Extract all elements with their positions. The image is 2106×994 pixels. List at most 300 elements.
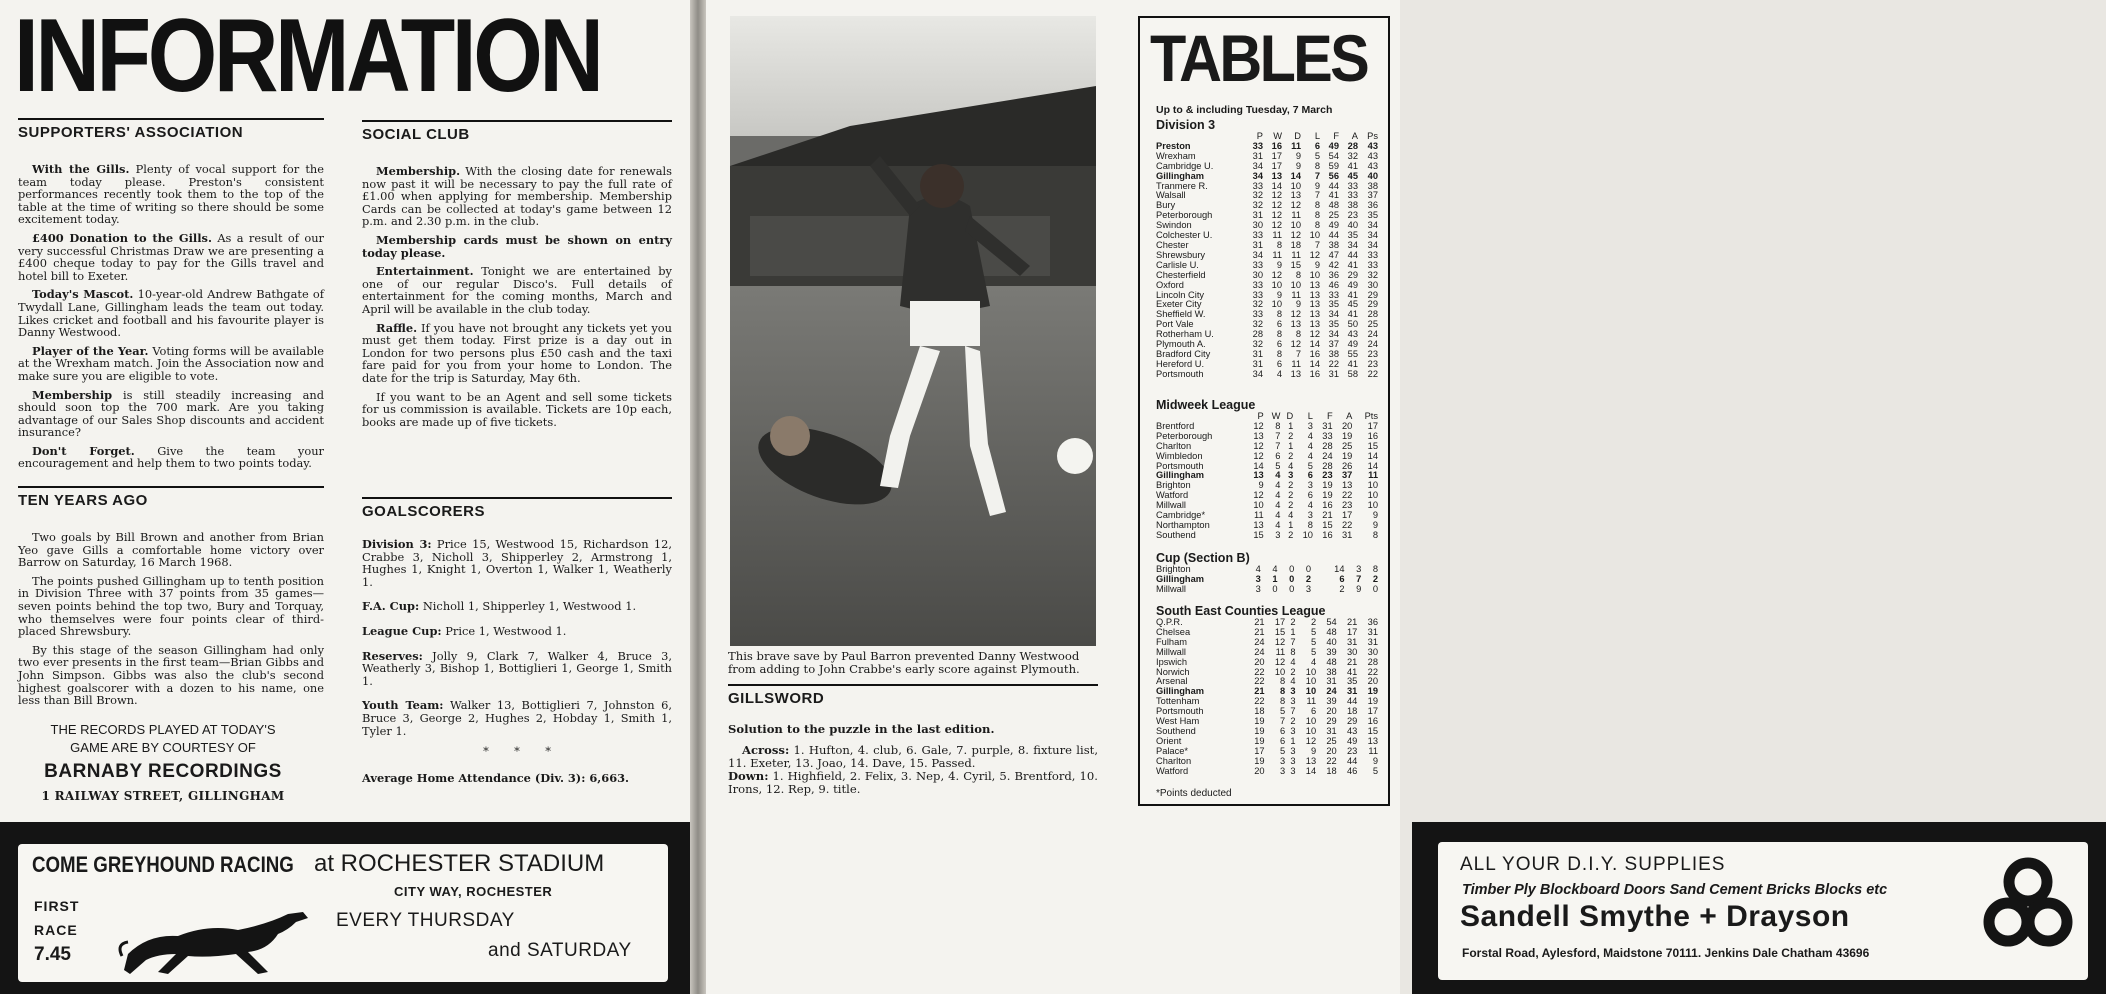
stat-cell: 32 bbox=[1252, 299, 1263, 310]
stat-cell: 49 bbox=[1347, 735, 1358, 746]
stat-cell: 48 bbox=[1326, 626, 1337, 637]
stat-cell: 4 bbox=[1290, 656, 1296, 667]
stat-cell: 1 bbox=[1290, 735, 1296, 746]
table-row bbox=[1156, 531, 1378, 541]
stat-cell: 6 bbox=[1314, 140, 1320, 151]
stat-cell: 7 bbox=[1356, 573, 1362, 584]
stat-cell: 49 bbox=[1328, 140, 1339, 151]
stat-cell: 1 bbox=[1288, 420, 1294, 431]
stat-cell: 4 bbox=[1275, 500, 1281, 511]
stat-cell: 13 bbox=[1290, 368, 1301, 379]
gillsword-heading: GILLSWORD bbox=[728, 684, 1098, 707]
stat-cell: 11 bbox=[1368, 470, 1378, 481]
greyhound-icon bbox=[118, 894, 318, 980]
stat-cell: 16 bbox=[1309, 348, 1320, 359]
stat-cell: 4 bbox=[1272, 564, 1278, 574]
stat-cell: 22 bbox=[1326, 755, 1337, 766]
social-cards-notice: Membership cards must be shown on entry today please. bbox=[362, 232, 672, 260]
table-row bbox=[1156, 231, 1378, 241]
stat-cell: 48 bbox=[1326, 656, 1337, 667]
ten-years-body bbox=[18, 531, 324, 707]
stat-cell: 25 bbox=[1326, 735, 1337, 746]
team-name: Chelsea bbox=[1156, 626, 1191, 637]
sandell-logo-icon bbox=[1986, 856, 2070, 966]
stat-cell: 0 bbox=[1289, 583, 1295, 594]
team-name: Northampton bbox=[1156, 519, 1210, 530]
stat-cell: 34 bbox=[1328, 329, 1339, 340]
stat-cell: 15 bbox=[1367, 725, 1378, 736]
stat-cell: 43 bbox=[1347, 725, 1358, 736]
stat-cell: 4 bbox=[1276, 368, 1282, 379]
stat-cell: 14 bbox=[1290, 170, 1301, 181]
stat-cell: 49 bbox=[1347, 279, 1358, 290]
stat-cell: 43 bbox=[1367, 160, 1378, 171]
stat-cell: 2 bbox=[1290, 716, 1296, 727]
stat-cell: 14 bbox=[1309, 358, 1320, 369]
team-name: Portsmouth bbox=[1156, 368, 1204, 379]
team-name: Portsmouth bbox=[1156, 706, 1204, 717]
stat-cell: 9 bbox=[1276, 289, 1282, 300]
stat-cell: 2 bbox=[1290, 617, 1296, 627]
team-name: Southend bbox=[1156, 529, 1196, 540]
stat-cell: 13 bbox=[1290, 190, 1301, 201]
stat-cell: 8 bbox=[1314, 200, 1320, 211]
goalscorers-column bbox=[362, 497, 672, 790]
team-name: Peterborough bbox=[1156, 210, 1213, 221]
stat-cell: 16 bbox=[1271, 140, 1282, 151]
stat-cell: 6 bbox=[1276, 319, 1282, 330]
stat-cell: 44 bbox=[1328, 180, 1339, 191]
stat-cell: 2 bbox=[1288, 450, 1294, 461]
stat-cell: 30 bbox=[1347, 646, 1358, 657]
team-name: Gillingham bbox=[1156, 686, 1205, 697]
stat-cell: 19 bbox=[1254, 735, 1265, 746]
stat-cell: 6 bbox=[1276, 339, 1282, 350]
stat-cell: 35 bbox=[1328, 299, 1339, 310]
ten-years-para: Two goals by Bill Brown and another from Brian Yeo gave Gills a comfortable home victory over Barrow on Saturday, 16 March 1968. bbox=[18, 530, 324, 570]
stat-cell: 11 bbox=[1291, 358, 1301, 369]
stat-cell: 5 bbox=[1280, 706, 1286, 717]
stat-cell: 15 bbox=[1322, 519, 1333, 530]
stat-cell: 34 bbox=[1367, 220, 1378, 231]
stat-cell: 12 bbox=[1271, 200, 1282, 211]
stat-cell: 14 bbox=[1367, 460, 1378, 471]
table-row bbox=[1156, 575, 1378, 585]
stat-cell: 31 bbox=[1252, 348, 1263, 359]
team-name: Tranmere R. bbox=[1156, 180, 1208, 191]
greyhound-ad bbox=[0, 822, 690, 994]
stat-cell: 25 bbox=[1367, 319, 1378, 330]
stat-cell: 37 bbox=[1367, 190, 1378, 201]
greyhound-ad-address: CITY WAY, ROCHESTER bbox=[394, 884, 553, 899]
stat-cell: 22 bbox=[1254, 666, 1265, 677]
stat-cell: 24 bbox=[1254, 636, 1265, 647]
stat-cell: 11 bbox=[1275, 646, 1286, 657]
league-south-east-counties bbox=[1156, 604, 1378, 777]
stat-cell: 30 bbox=[1367, 646, 1378, 657]
stat-cell: 13 bbox=[1290, 319, 1301, 330]
stat-cell: 11 bbox=[1254, 510, 1264, 521]
stat-cell: 10 bbox=[1367, 480, 1378, 491]
stat-cell: 1 bbox=[1288, 519, 1294, 530]
team-name: Lincoln City bbox=[1156, 289, 1205, 300]
gillsword-solution: Solution to the puzzle in the last edition. bbox=[728, 722, 995, 736]
stat-cell: 6 bbox=[1339, 573, 1345, 584]
stat-cell: 12 bbox=[1271, 210, 1282, 221]
stat-cell: 7 bbox=[1280, 716, 1286, 727]
stat-cell: 34 bbox=[1328, 309, 1339, 320]
stat-cell: 5 bbox=[1310, 636, 1317, 647]
stat-cell: 10 bbox=[1305, 686, 1317, 697]
stat-cell: 35 bbox=[1347, 230, 1358, 241]
stat-cell: 47 bbox=[1328, 249, 1339, 260]
stat-cell: 14 bbox=[1309, 339, 1320, 350]
team-name: Charlton bbox=[1156, 440, 1192, 451]
ten-years-heading: TEN YEARS AGO bbox=[18, 486, 324, 509]
stat-cell: 34 bbox=[1252, 368, 1263, 379]
stat-cell: 19 bbox=[1342, 450, 1353, 461]
team-name: Millwall bbox=[1156, 583, 1186, 594]
stat-cell: 0 bbox=[1289, 564, 1295, 574]
team-name: Cambridge* bbox=[1156, 510, 1206, 521]
stat-cell: 35 bbox=[1367, 210, 1378, 221]
stat-cell: 23 bbox=[1367, 358, 1378, 369]
stat-cell: 4 bbox=[1290, 676, 1296, 687]
stat-cell: 5 bbox=[1310, 646, 1317, 657]
stat-cell: 33 bbox=[1347, 190, 1358, 201]
stat-cell: 31 bbox=[1342, 529, 1353, 540]
stat-cell: 12 bbox=[1253, 490, 1264, 501]
stat-cell: 3 bbox=[1290, 745, 1296, 756]
stat-cell: 11 bbox=[1306, 696, 1317, 707]
stat-cell: 31 bbox=[1326, 725, 1337, 736]
team-name: Fulham bbox=[1156, 636, 1188, 647]
stat-cell: 13 bbox=[1342, 480, 1353, 491]
stat-cell: 12 bbox=[1271, 190, 1282, 201]
stat-cell: 10 bbox=[1271, 299, 1282, 310]
league-tables bbox=[1138, 16, 1390, 806]
supporters-para: £400 Donation to the Gills. As a result of our very successful Christmas Draw we are presenting a £400 cheque today to pay for the Gills travel and hotel bill to Exeter. bbox=[18, 230, 324, 283]
team-name: Tottenham bbox=[1156, 696, 1200, 707]
stat-cell: 41 bbox=[1347, 259, 1358, 270]
stat-cell: 43 bbox=[1367, 140, 1378, 151]
stat-cell: 11 bbox=[1291, 210, 1301, 221]
header-cell: A bbox=[1351, 131, 1358, 141]
team-name: Plymouth A. bbox=[1156, 339, 1206, 350]
stat-cell: 6 bbox=[1276, 358, 1282, 369]
stat-cell: 20 bbox=[1254, 656, 1265, 667]
stat-cell: 17 bbox=[1342, 510, 1353, 521]
stat-cell: 29 bbox=[1347, 269, 1358, 280]
stat-cell: 7 bbox=[1314, 190, 1320, 201]
social-raffle: Raffle. If you have not brought any tickets yet you must get them today. First prize is a day out in London for two persons plus £50 cash and the taxi fare paid for you from your home to London. The date for the trip is Saturday, May 6th. bbox=[362, 320, 672, 385]
supporters-para: Today's Mascot. 10-year-old Andrew Bathgate of Twydall Lane, Gillingham leads the team out today. Likes cricket and football and his favourite player is Danny Westwood. bbox=[18, 287, 325, 340]
stat-cell: 7 bbox=[1314, 170, 1320, 181]
stat-cell: 4 bbox=[1275, 470, 1281, 481]
team-name: Palace* bbox=[1156, 745, 1189, 756]
team-name: Ipswich bbox=[1156, 656, 1188, 667]
stat-cell: 41 bbox=[1347, 289, 1358, 300]
stat-cell: 12 bbox=[1290, 200, 1301, 211]
table-row bbox=[1156, 191, 1378, 201]
league-table bbox=[1156, 618, 1378, 777]
stat-cell: 1 bbox=[1290, 626, 1296, 637]
stat-cell: 4 bbox=[1288, 460, 1294, 471]
separator-stars: * * * bbox=[483, 744, 551, 759]
stat-cell: 6 bbox=[1307, 470, 1313, 481]
team-name: Gillingham bbox=[1156, 573, 1205, 584]
stat-cell: 1 bbox=[1272, 573, 1278, 584]
team-name: Wimbledon bbox=[1156, 450, 1203, 461]
supporters-para: With the Gills. Plenty of vocal support for the team today please. Preston's consistent performances recently took them to the top of the table at the time of writing so there should be some excitement today. bbox=[18, 162, 324, 227]
stat-cell: 21 bbox=[1347, 656, 1358, 667]
team-name: West Ham bbox=[1156, 716, 1200, 727]
stat-cell: 16 bbox=[1309, 368, 1320, 379]
stat-cell: 2 bbox=[1339, 583, 1345, 594]
header-cell: D bbox=[1294, 131, 1301, 141]
stat-cell: 4 bbox=[1307, 430, 1313, 441]
league-division-3 bbox=[1156, 118, 1378, 380]
table-row bbox=[1156, 182, 1378, 192]
team-name: Chesterfield bbox=[1156, 269, 1206, 280]
stat-cell: 4 bbox=[1310, 656, 1317, 667]
stat-cell: 13 bbox=[1309, 279, 1320, 290]
stat-cell: 33 bbox=[1252, 230, 1263, 241]
stat-cell: 3 bbox=[1290, 696, 1296, 707]
team-name: Carlisle U. bbox=[1156, 259, 1199, 270]
stat-cell: 10 bbox=[1302, 529, 1313, 540]
header-cell: Pts bbox=[1364, 411, 1378, 421]
stat-cell: 37 bbox=[1328, 339, 1339, 350]
stat-cell: 45 bbox=[1347, 299, 1358, 310]
stat-cell: 46 bbox=[1347, 765, 1358, 776]
header-cell: L bbox=[1307, 411, 1313, 421]
stat-cell: 32 bbox=[1252, 190, 1263, 201]
stat-cell: 0 bbox=[1305, 564, 1311, 574]
header-cell: W bbox=[1273, 131, 1282, 141]
stat-cell: 4 bbox=[1275, 519, 1281, 530]
stat-cell: 19 bbox=[1254, 725, 1265, 736]
stat-cell: 41 bbox=[1347, 160, 1358, 171]
stat-cell: 18 bbox=[1347, 706, 1358, 717]
stat-cell: 35 bbox=[1347, 676, 1358, 687]
stat-cell: 18 bbox=[1254, 706, 1265, 717]
goalscorers-entry: Youth Team: Walker 13, Bottiglieri 7, Johnston 6, Bruce 3, George 2, Hughes 2, Hobday 1, Smith 1, Tyler 1. bbox=[362, 698, 672, 738]
stat-cell: 13 bbox=[1309, 289, 1320, 300]
table-row bbox=[1156, 757, 1378, 767]
header-cell: D bbox=[1286, 411, 1294, 421]
stat-cell: 2 bbox=[1372, 573, 1378, 584]
stat-cell: 10 bbox=[1305, 725, 1317, 736]
stat-cell: 3 bbox=[1280, 755, 1286, 766]
stat-cell: 35 bbox=[1328, 319, 1339, 330]
stat-cell: 15 bbox=[1290, 259, 1301, 270]
stat-cell: 5 bbox=[1310, 626, 1317, 637]
team-name: Charlton bbox=[1156, 755, 1192, 766]
stat-cell: 14 bbox=[1271, 180, 1282, 191]
stat-cell: 11 bbox=[1291, 140, 1301, 151]
stat-cell: 8 bbox=[1276, 239, 1282, 250]
stat-cell: 9 bbox=[1314, 259, 1320, 270]
stat-cell: 12 bbox=[1309, 249, 1320, 260]
table-row bbox=[1156, 585, 1378, 595]
stat-cell: 28 bbox=[1347, 140, 1358, 151]
diy-ad-headline: ALL YOUR D.I.Y. SUPPLIES bbox=[1460, 854, 1726, 875]
header-cell: A bbox=[1346, 411, 1353, 421]
stat-cell: 11 bbox=[1272, 249, 1282, 260]
stat-cell: 38 bbox=[1367, 180, 1378, 191]
stat-cell: 11 bbox=[1272, 230, 1282, 241]
team-name: Port Vale bbox=[1156, 319, 1194, 330]
stat-cell: 9 bbox=[1295, 299, 1301, 310]
stat-cell: 30 bbox=[1367, 279, 1378, 290]
stat-cell: 28 bbox=[1322, 440, 1333, 451]
stat-cell: 31 bbox=[1328, 368, 1339, 379]
stat-cell: 58 bbox=[1347, 368, 1358, 379]
stat-cell: 10 bbox=[1305, 716, 1317, 727]
team-name: Gillingham bbox=[1156, 170, 1205, 181]
stat-cell: 4 bbox=[1307, 500, 1313, 511]
stat-cell: 2 bbox=[1288, 430, 1294, 441]
stat-cell: 10 bbox=[1305, 676, 1317, 687]
stat-cell: 32 bbox=[1367, 269, 1378, 280]
stat-cell: 19 bbox=[1254, 755, 1265, 766]
stat-cell: 11 bbox=[1291, 249, 1301, 260]
stat-cell: 4 bbox=[1307, 440, 1313, 451]
stat-cell: 34 bbox=[1367, 239, 1378, 250]
information-title: INFORMATION bbox=[14, 0, 601, 114]
stat-cell: 31 bbox=[1252, 210, 1263, 221]
table-row bbox=[1156, 271, 1378, 281]
stat-cell: 8 bbox=[1372, 564, 1378, 574]
stat-cell: 12 bbox=[1290, 339, 1301, 350]
table-row bbox=[1156, 370, 1378, 380]
stat-cell: 20 bbox=[1326, 745, 1337, 756]
stat-cell: 2 bbox=[1288, 500, 1294, 511]
stat-cell: 8 bbox=[1314, 220, 1320, 231]
league-table bbox=[1156, 565, 1378, 595]
records-line-2: GAME ARE BY COURTESY OF bbox=[70, 740, 256, 755]
stat-cell: 32 bbox=[1252, 339, 1263, 350]
stat-cell: 6 bbox=[1307, 490, 1313, 501]
stat-cell: 16 bbox=[1322, 500, 1333, 511]
stat-cell: 9 bbox=[1276, 259, 1282, 270]
stat-cell: 40 bbox=[1367, 170, 1378, 181]
stat-cell: 32 bbox=[1252, 319, 1263, 330]
table-row bbox=[1156, 281, 1378, 291]
social-body bbox=[362, 165, 672, 428]
stat-cell: 24 bbox=[1254, 646, 1265, 657]
stat-cell: 14 bbox=[1367, 450, 1378, 461]
greyhound-ad-first-race: FIRST RACE bbox=[34, 898, 80, 938]
stat-cell: 9 bbox=[1314, 180, 1320, 191]
stat-cell: 4 bbox=[1255, 564, 1261, 574]
stat-cell: 55 bbox=[1347, 348, 1358, 359]
records-address: 1 RAILWAY STREET, GILLINGHAM bbox=[41, 789, 285, 803]
stat-cell: 3 bbox=[1307, 420, 1313, 431]
stat-cell: 4 bbox=[1307, 450, 1313, 461]
stat-cell: 12 bbox=[1253, 440, 1264, 451]
stat-cell: 2 bbox=[1305, 573, 1311, 584]
league-name: Midweek League bbox=[1156, 398, 1256, 412]
stat-cell: 22 bbox=[1367, 666, 1378, 677]
team-name: Sheffield W. bbox=[1156, 309, 1206, 320]
goalscorers-heading: GOALSCORERS bbox=[362, 497, 672, 520]
stat-cell: 6 bbox=[1280, 725, 1286, 736]
greyhound-ad-venue: at ROCHESTER STADIUM bbox=[314, 850, 605, 877]
stat-cell: 7 bbox=[1290, 636, 1296, 647]
stat-cell: 14 bbox=[1305, 765, 1317, 776]
stat-cell: 8 bbox=[1280, 676, 1286, 687]
stat-cell: 44 bbox=[1347, 249, 1358, 260]
stat-cell: 9 bbox=[1356, 583, 1362, 594]
team-name: Preston bbox=[1156, 140, 1191, 151]
social-agent: If you want to be an Agent and sell some tickets for us commission is available. Tickets are 10p each, books are made up of five tickets. bbox=[362, 389, 672, 429]
gillsword-body bbox=[728, 723, 1098, 796]
stat-cell: 12 bbox=[1309, 329, 1320, 340]
stat-cell: 2 bbox=[1288, 480, 1294, 491]
stat-cell: 8 bbox=[1280, 686, 1286, 697]
stat-cell: 32 bbox=[1347, 150, 1358, 161]
stat-cell: 7 bbox=[1295, 348, 1301, 359]
stat-cell: 36 bbox=[1367, 617, 1378, 627]
stat-cell: 54 bbox=[1326, 617, 1337, 627]
stat-cell: 7 bbox=[1314, 239, 1320, 250]
stat-cell: 30 bbox=[1252, 269, 1263, 280]
stat-cell: 17 bbox=[1367, 420, 1378, 431]
stat-cell: 12 bbox=[1274, 656, 1286, 667]
stat-cell: 12 bbox=[1253, 420, 1264, 431]
team-name: Q.P.R. bbox=[1156, 617, 1183, 627]
stat-cell: 22 bbox=[1254, 676, 1265, 687]
stat-cell: 54 bbox=[1328, 150, 1339, 161]
team-name: Colchester U. bbox=[1156, 230, 1213, 241]
team-name: Watford bbox=[1156, 490, 1189, 501]
stat-cell: 31 bbox=[1322, 420, 1333, 431]
stat-cell: 12 bbox=[1290, 230, 1301, 241]
stat-cell: 6 bbox=[1275, 450, 1281, 461]
stat-cell: 8 bbox=[1295, 269, 1301, 280]
stat-cell: 20 bbox=[1254, 765, 1265, 776]
stat-cell: 10 bbox=[1367, 500, 1378, 511]
stat-cell: 48 bbox=[1328, 200, 1339, 211]
social-heading: SOCIAL CLUB bbox=[362, 120, 672, 143]
points-deducted-note: *Points deducted bbox=[1156, 788, 1232, 799]
team-name: Southend bbox=[1156, 725, 1196, 736]
league-name: Division 3 bbox=[1156, 118, 1216, 132]
stat-cell: 8 bbox=[1290, 646, 1296, 657]
supporters-para: Player of the Year. Voting forms will be available at the Wrexham match. Join the Association now and make sure you are eligible to vote. bbox=[18, 343, 325, 383]
stat-cell: 21 bbox=[1254, 626, 1265, 637]
stat-cell: 12 bbox=[1271, 269, 1282, 280]
stat-cell: 23 bbox=[1347, 210, 1358, 221]
league-name: Cup (Section B) bbox=[1156, 551, 1250, 565]
team-name: Millwall bbox=[1156, 646, 1186, 657]
stat-cell: 43 bbox=[1347, 329, 1358, 340]
stat-cell: 3 bbox=[1255, 583, 1261, 594]
stat-cell: 10 bbox=[1290, 220, 1301, 231]
stat-cell: 19 bbox=[1367, 686, 1378, 697]
stat-cell: 29 bbox=[1367, 289, 1378, 300]
social-column bbox=[362, 120, 672, 434]
stat-cell: 3 bbox=[1307, 510, 1313, 521]
stat-cell: 45 bbox=[1347, 170, 1358, 181]
stat-cell: 31 bbox=[1367, 626, 1378, 637]
goalscorers-body bbox=[362, 538, 672, 784]
stat-cell: 29 bbox=[1326, 716, 1337, 727]
stat-cell: 3 bbox=[1255, 573, 1261, 584]
stat-cell: 3 bbox=[1288, 470, 1294, 481]
